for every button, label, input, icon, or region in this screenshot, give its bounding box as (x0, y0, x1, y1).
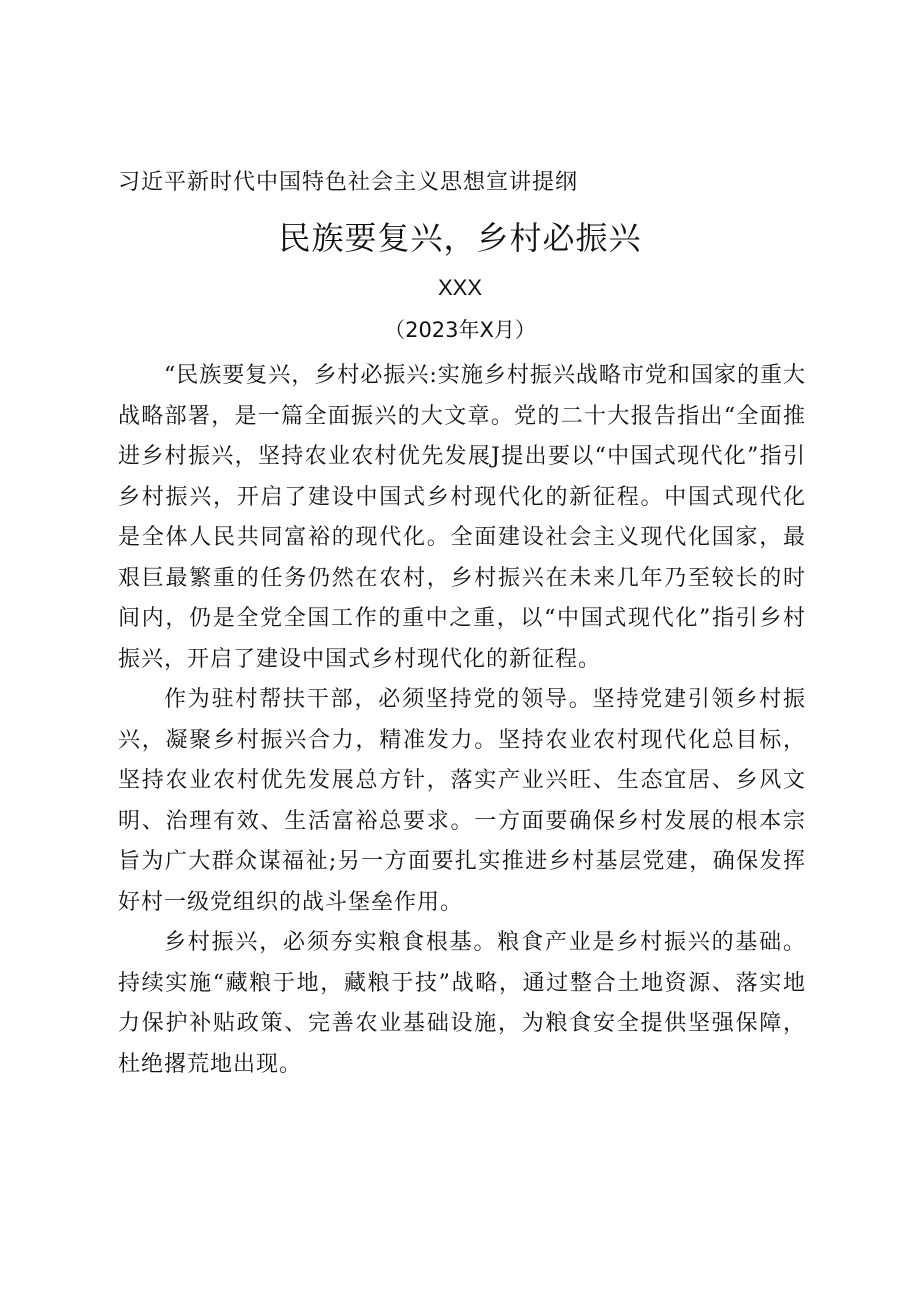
body-paragraph: “民族要复兴，乡村必振兴:实施乡村振兴战略市党和国家的重大战略部署，是一篇全面振兴的大文章。党的二十大报告指出“全面推进乡村振兴，坚持农业农村优先发展J提出要以“中国式现代化”指引乡村振兴，开启了建设中国式乡村现代化的新征程。中国式现代化是全体人民共同富裕的现代化。全面建设社会主义现代化国家，最艰巨最繁重的任务仍然在农村，乡村振兴在未来几年乃至较长的时间内，仍是全党全国工作的重中之重，以“中国式现代化”指引乡村振兴，开启了建设中国式乡村现代化的新征程。 (118, 363, 806, 672)
author-line: XXX (437, 275, 483, 300)
body-paragraph: 乡村振兴，必须夯实粮食根基。粮食产业是乡村振兴的基础。持续实施“藏粮于地，藏粮于技”战略，通过整合土地资源、落实地力保护补贴政策、完善农业基础设施，为粮食安全提供坚强保障，杜绝撂荒地出现。 (118, 930, 806, 1077)
date-line: （2023年X月） (384, 318, 536, 342)
body-paragraph: 作为驻村帮扶干部，必须坚持党的领导。坚持党建引领乡村振兴，凝聚乡村振兴合力，精准发力。坚持农业农村现代化总目标，坚持农业农村优先发展总方针，落实产业兴旺、生态宜居、乡风文明、治理有效、生活富裕总要求。一方面要确保乡村发展的根本宗旨为广大群众谋福祉;另一方面要扎实推进乡村基层党建，确保发挥好村一级党组织的战斗堡垒作用。 (118, 687, 806, 915)
series-heading: 习近平新时代中国特色社会主义思想宣讲提纲 (118, 170, 579, 195)
document-body (118, 356, 806, 1085)
document-title: 民族要复兴，乡村必振兴 (278, 219, 642, 257)
